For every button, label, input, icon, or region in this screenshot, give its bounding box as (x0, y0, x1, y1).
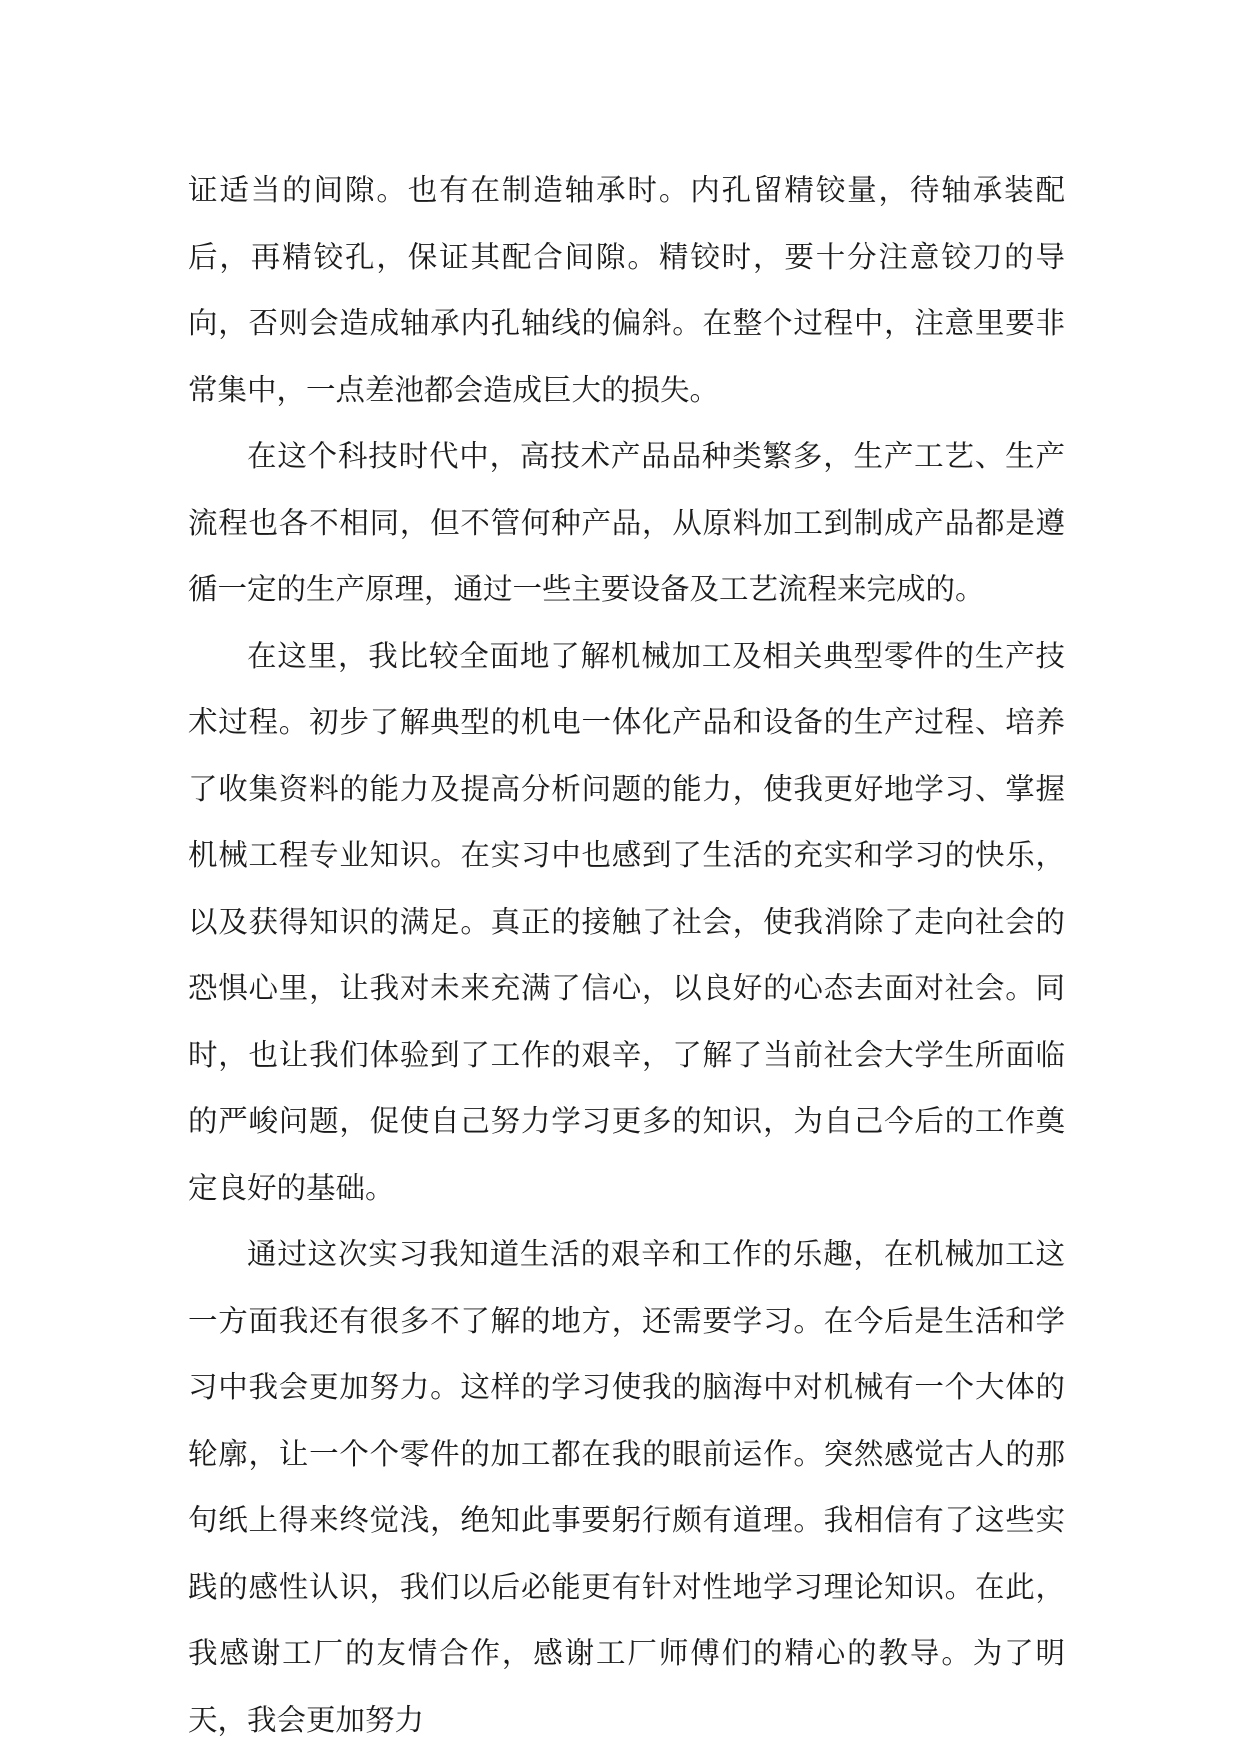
document-body (188, 157, 1065, 1753)
paragraph-1: 证适当的间隙。也有在制造轴承时。内孔留精铰量，待轴承装配后，再精铰孔，保证其配合间隙。精铰时，要十分注意铰刀的导向，否则会造成轴承内孔轴线的偏斜。在整个过程中，注意里要非常集中，一点差池都会造成巨大的损失。 (188, 173, 1065, 407)
paragraph-3: 在这里，我比较全面地了解机械加工及相关典型零件的生产技术过程。初步了解典型的机电一体化产品和设备的生产过程、培养了收集资料的能力及提高分析问题的能力，使我更好地学习、掌握机械工程专业知识。在实习中也感到了生活的充实和学习的快乐，以及获得知识的满足。真正的接触了社会，使我消除了走向社会的恐惧心里，让我对未来充满了信心，以良好的心态去面对社会。同时，也让我们体验到了工作的艰辛，了解了当前社会大学生所面临的严峻问题，促使自己努力学习更多的知识，为自己今后的工作奠定良好的基础。 (188, 638, 1065, 1205)
paragraph-4: 通过这次实习我知道生活的艰辛和工作的乐趣，在机械加工这一方面我还有很多不了解的地方，还需要学习。在今后是生活和学习中我会更加努力。这样的学习使我的脑海中对机械有一个大体的轮廓，让一个个零件的加工都在我的眼前运作。突然感觉古人的那句纸上得来终觉浅，绝知此事要躬行颇有道理。我相信有了这些实践的感性认识，我们以后必能更有针对性地学习理论知识。在此，我感谢工厂的友情合作，感谢工厂师傅们的精心的教导。为了明天，我会更加努力 (188, 1237, 1065, 1737)
paragraph-2: 在这个科技时代中，高技术产品品种类繁多，生产工艺、生产流程也各不相同，但不管何种产品，从原料加工到制成产品都是遵循一定的生产原理，通过一些主要设备及工艺流程来完成的。 (188, 439, 1065, 606)
